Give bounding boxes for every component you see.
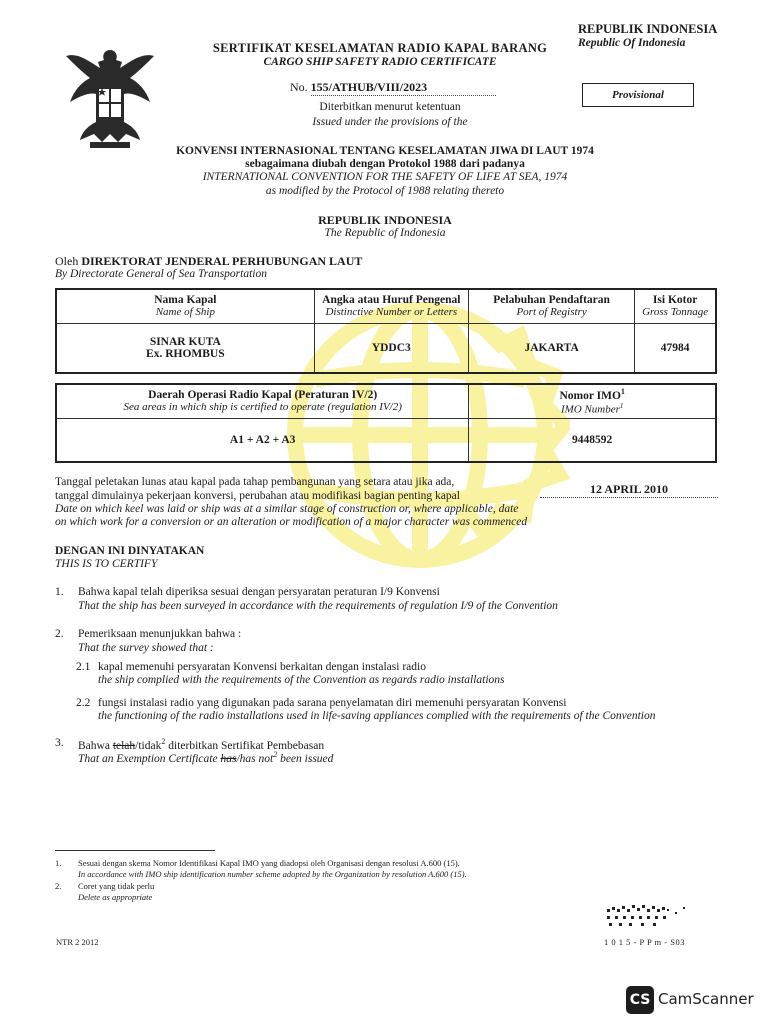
certify-heading: DENGAN INI DINYATAKAN (55, 545, 205, 557)
header-ship-name: Nama Kapal Name of Ship (56, 289, 314, 323)
sea-areas-value: A1 + A2 + A3 (56, 418, 469, 462)
item-2-1-text-en: the ship complied with the requirements of the Convention as regards radio installations (98, 674, 505, 686)
issued-under-label: Diterbitkan menurut ketentuan (319, 101, 461, 113)
header-imo-number: Nomor IMO$^1$ IMO Number$^1$ (469, 384, 716, 418)
item-1-text: Bahwa kapal telah diperiksa sesuai dengan persyaratan peraturan I/9 Konvensi (78, 586, 440, 598)
issuer-name-en: By Directorate General of Sea Transportation (55, 268, 267, 280)
footnote-1-text: Sesuai dengan skema Nomor Identifikasi Kapal IMO yang diadopsi oleh Organisasi dengan resolusi A.600 (15). (78, 858, 460, 868)
footnote-1-text-en: In accordance with IMO ship identification number scheme adopted by the Organization by resolution A.600 (15). (78, 869, 467, 879)
table-header-row (56, 384, 716, 418)
keel-text-en-line1: Date on which keel was laid or ship was at a similar stage of construction or, where applicable, date (55, 503, 519, 515)
ship-particulars-table (55, 288, 717, 374)
security-dot-code-icon (605, 903, 687, 929)
item-1-number: 1. (55, 586, 64, 598)
keel-text-line1: Tanggal peletakan lunas atau kapal pada tahap pembangunan yang setara atau jika ada, (55, 476, 455, 488)
issuer-row (55, 254, 362, 269)
table-row (56, 418, 716, 462)
footnote-2-text-en: Delete as appropriate (78, 892, 153, 902)
item-2-2-number: 2.2 (76, 697, 91, 709)
table-row (56, 323, 716, 373)
sea-areas-table (55, 383, 717, 463)
item-3-number: 3. (55, 737, 64, 749)
item-1-text-en: That the ship has been surveyed in accordance with the requirements of regulation I/9 of the Convention (78, 600, 558, 612)
provisional-box: Provisional (582, 83, 694, 107)
header-distinctive-number: Angka atau Huruf Pengenal Distinctive Number or Letters (314, 289, 468, 323)
footnote-divider (55, 850, 215, 851)
serial-number: 1 0 1 5 - P P m - S03 (604, 937, 685, 947)
footnote-2-number: 2. (55, 881, 62, 891)
item-3-text: Bahwa telah/tidak$^2$ diterbitkan Sertifikat Pembebasan (78, 737, 325, 752)
keel-text-line2: tanggal dimulainya pekerjaan konversi, perubahan atau modifikasi bagian penting kapal (55, 490, 460, 502)
protocol-label-en: as modified by the Protocol of 1988 relating thereto (265, 185, 505, 197)
convention-title-en: INTERNATIONAL CONVENTION FOR THE SAFETY OF LIFE AT SEA, 1974 (202, 171, 568, 183)
item-2-1-number: 2.1 (76, 661, 91, 673)
item-2-1-text: kapal memenuhi persyaratan Konvensi berkaitan dengan instalasi radio (98, 661, 426, 673)
country-label: REPUBLIK INDONESIA (578, 22, 718, 36)
ship-name: SINAR KUTA (149, 335, 221, 348)
table-header-row (56, 289, 716, 323)
certificate-number-row (290, 80, 496, 96)
keel-text-en-line2: on which work for a conversion or an alteration or modification of a major character was commenced (55, 516, 528, 528)
form-code: NTR 2 2012 (56, 937, 99, 947)
certify-heading-en: THIS IS TO CERTIFY (55, 558, 158, 570)
certificate-number: 155/ATHUB/VIII/2023 (311, 80, 496, 96)
header-port-of-registry: Pelabuhan Pendaftaran Port of Registry (468, 289, 634, 323)
convention-title: KONVENSI INTERNASIONAL TENTANG KESELAMATAN JIWA DI LAUT 1974 (176, 145, 594, 157)
republic-label: REPUBLIK INDONESIA (318, 213, 452, 227)
item-2-number: 2. (55, 628, 64, 640)
item-2-text-en: That the survey showed that : (78, 642, 214, 654)
certificate-title: SERTIFIKAT KESELAMATAN RADIO KAPAL BARANG (212, 41, 548, 55)
imo-number-value: 9448592 (469, 418, 716, 462)
item-2-2-text: fungsi instalasi radio yang digunakan pada sarana penyelamatan diri memenuhi persyaratan Konvensi (98, 697, 567, 709)
keel-date: 12 APRIL 2010 (540, 482, 718, 498)
header-gross-tonnage: Isi Kotor Gross Tonnage (635, 289, 716, 323)
item-2-2-text-en: the functioning of the radio installations used in life-saving appliances complied with the requirements of the Convention (98, 710, 656, 722)
country-label-en: Republic Of Indonesia (578, 37, 686, 49)
camscanner-label: CamScanner (658, 990, 754, 1008)
footnote-2-text: Coret yang tidak perlu (78, 881, 155, 891)
certificate-number-prefix: No. (290, 80, 308, 94)
garuda-emblem-icon (60, 42, 160, 152)
issuer-prefix: Oleh (55, 254, 79, 268)
header-sea-areas: Daerah Operasi Radio Kapal (Peraturan IV/2) Sea areas in which ship is certified to operate (regulation IV/2) (56, 384, 469, 418)
ship-former-name: Ex. RHOMBUS (146, 347, 225, 360)
certificate-title-en: CARGO SHIP SAFETY RADIO CERTIFICATE (263, 56, 497, 68)
republic-label-en: The Republic of Indonesia (324, 227, 446, 239)
footnote-1-number: 1. (55, 858, 62, 868)
call-sign: YDDC3 (314, 323, 468, 373)
ship-name-cell (56, 323, 314, 373)
camscanner-logo-icon: CS (626, 986, 654, 1014)
gross-tonnage: 47984 (635, 323, 716, 373)
item-2-text: Pemeriksaan menunjukkan bahwa : (78, 628, 242, 640)
issuer-name: DIREKTORAT JENDERAL PERHUBUNGAN LAUT (81, 254, 363, 268)
issued-under-label-en: Issued under the provisions of the (312, 116, 468, 128)
item-3-text-en: That an Exemption Certificate has/has not$^2$ been issued (78, 750, 334, 765)
protocol-label: sebagaimana diubah dengan Protokol 1988 dari padanya (245, 158, 525, 170)
port-of-registry: JAKARTA (468, 323, 634, 373)
